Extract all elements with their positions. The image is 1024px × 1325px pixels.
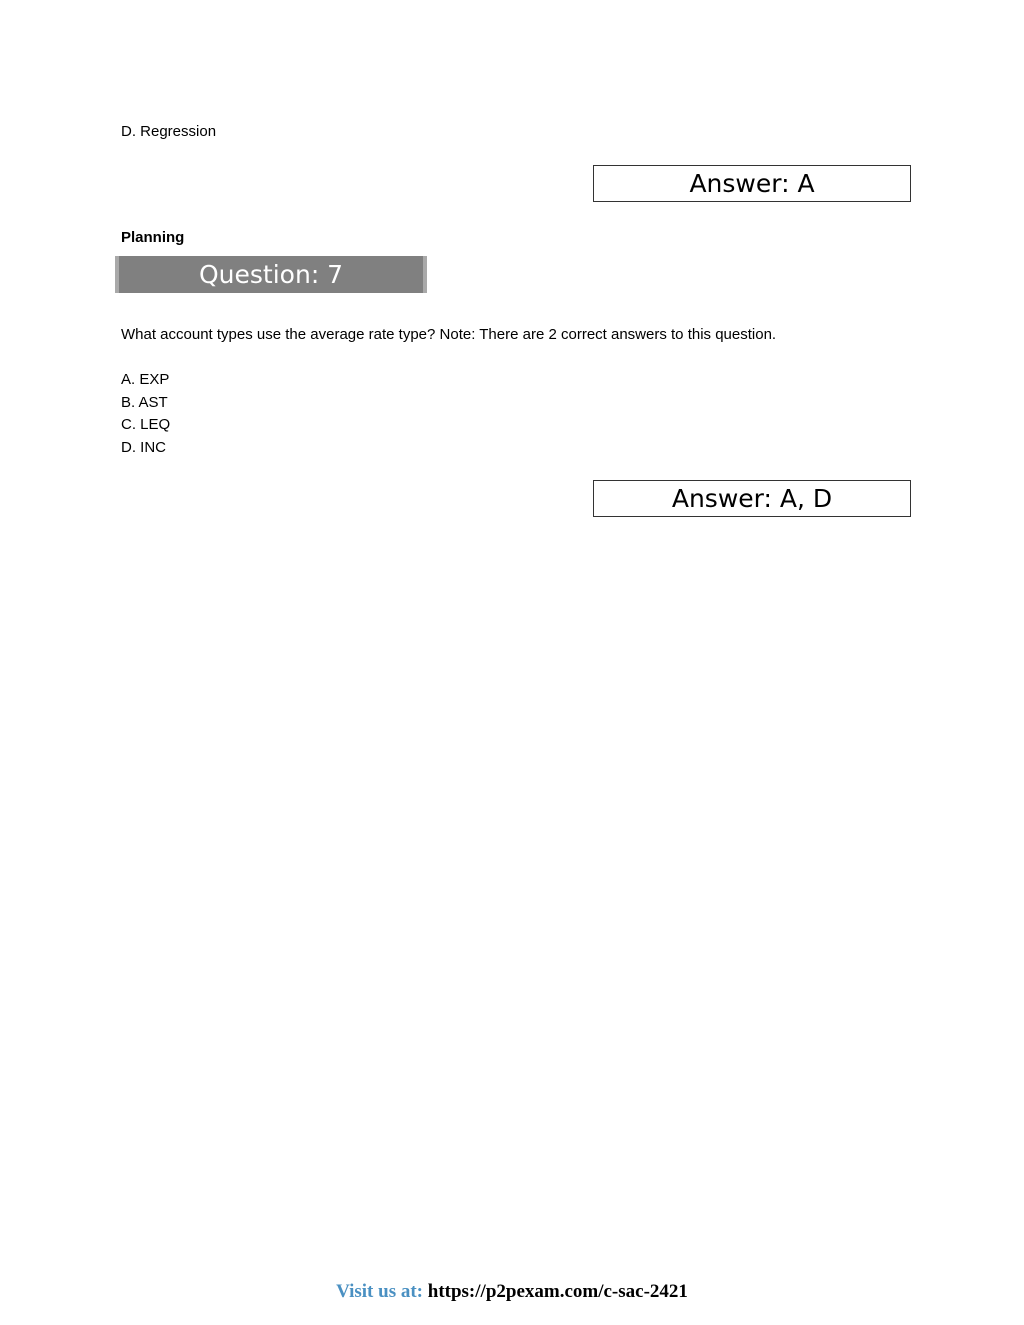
option-d: D. INC [121, 438, 166, 456]
previous-option-d: D. Regression [121, 123, 217, 140]
footer [0, 1281, 1024, 1303]
question-heading: Question: 7 [199, 260, 344, 289]
question-text: What account types use the average rate type? Note: There are 2 correct answers to this question. [121, 326, 777, 343]
option-list [121, 369, 170, 459]
option-c: C. LEQ [121, 416, 171, 433]
section-label: Planning [121, 229, 185, 246]
previous-answer-box: Answer: A [593, 165, 911, 202]
answer-box: Answer: A, D [593, 480, 911, 517]
footer-url-link[interactable]: https://p2pexam.com/c-sac-2421 [427, 1281, 688, 1302]
option-a: A. EXP [121, 371, 170, 388]
option-b: B. AST [121, 393, 168, 411]
question-heading-bar [115, 256, 427, 293]
footer-visit-label: Visit us at: [336, 1281, 423, 1302]
